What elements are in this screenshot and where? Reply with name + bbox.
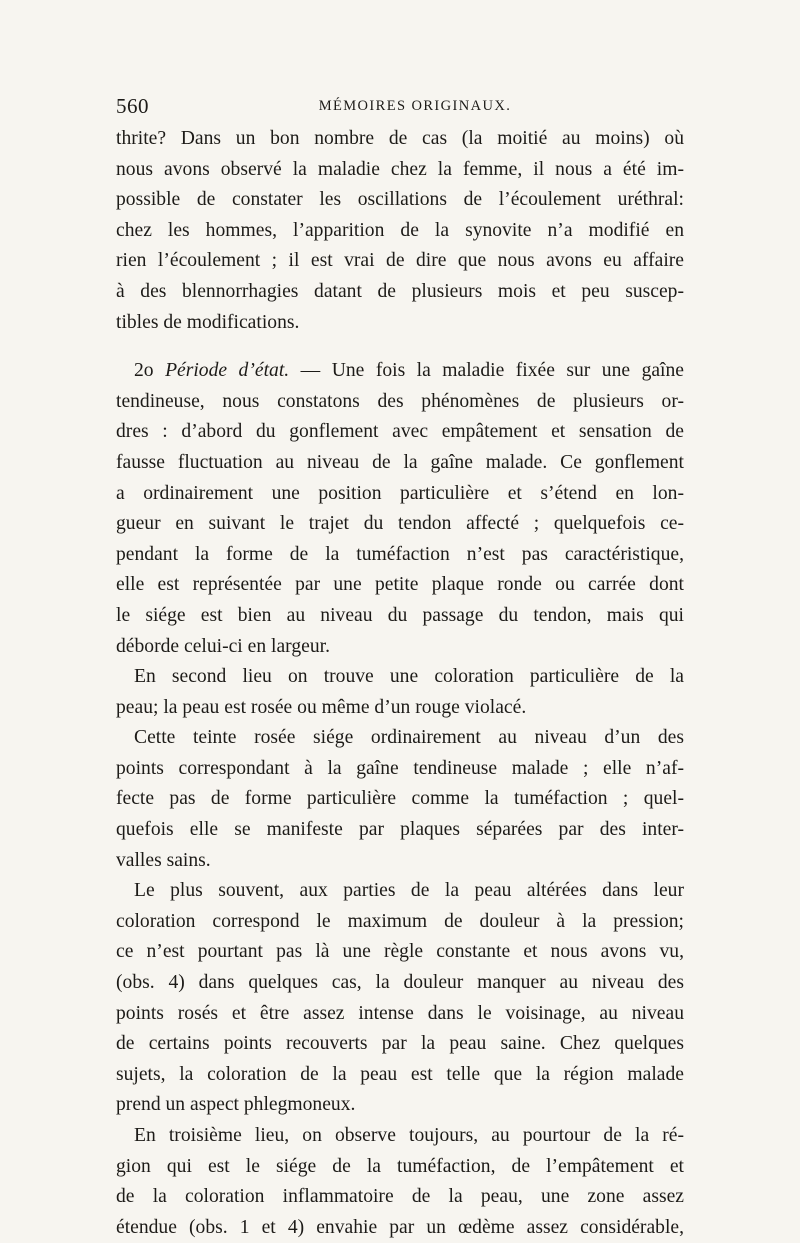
- text-line: points rosés et être assez intense dans le voisinage, au niveau: [116, 1002, 684, 1024]
- text-line: pendant la forme de la tuméfaction n’est pas caractéristique,: [116, 543, 684, 565]
- section-number: 2o: [134, 360, 154, 382]
- text-line: sujets, la coloration de la peau est telle que la région malade: [116, 1063, 684, 1085]
- text-line: fecte pas de forme particulière comme la tuméfaction ; quel-: [116, 788, 684, 810]
- text-line: déborde celui-ci en largeur.: [116, 635, 330, 657]
- text-line: possible de constater les oscillations de l’écoulement uréthral:: [116, 189, 684, 211]
- page-header: [116, 92, 684, 120]
- text-line: à des blennorrhagies datant de plusieurs mois et peu suscep-: [116, 280, 684, 302]
- text-line: peau; la peau est rosée ou même d’un rouge violacé.: [116, 696, 527, 718]
- section-heading-rest: — Une fois la maladie fixée sur une gaîne: [289, 360, 684, 382]
- text-line: coloration correspond le maximum de douleur à la pression;: [116, 910, 684, 932]
- text-line: (obs. 4) dans quelques cas, la douleur manquer au niveau des: [116, 972, 684, 994]
- text-line: elle est représentée par une petite plaque ronde ou carrée dont: [116, 574, 684, 596]
- running-head: MÉMOIRES ORIGINAUX.: [318, 98, 512, 114]
- text-line: thrite? Dans un bon nombre de cas (la moitié au moins) où: [116, 128, 684, 149]
- text-line: nous avons observé la maladie chez la femme, il nous a été im-: [116, 158, 684, 180]
- text-line: rien l’écoulement ; il est vrai de dire que nous avons eu affaire: [116, 250, 684, 272]
- text-line: le siége est bien au niveau du passage du tendon, mais qui: [116, 604, 684, 626]
- text-line: fausse fluctuation au niveau de la gaîne malade. Ce gonflement: [116, 451, 684, 473]
- text-line: tibles de modifications.: [116, 311, 300, 333]
- text-line: valles sains.: [116, 849, 211, 871]
- text-line: gueur en suivant le trajet du tendon affecté ; quelquefois ce-: [116, 513, 684, 535]
- text-line: a ordinairement une position particulière et s’étend en lon-: [116, 482, 684, 504]
- text-line: Le plus souvent, aux parties de la peau altérées dans leur: [134, 880, 684, 902]
- text-line: Cette teinte rosée siége ordinairement au niveau d’un des: [134, 727, 684, 749]
- section-heading-line: [116, 356, 684, 387]
- text-line: dres : d’abord du gonflement avec empâtement et sensation de: [116, 421, 684, 443]
- text-line: prend un aspect phlegmoneux.: [116, 1094, 356, 1116]
- section-title: Période d’état.: [165, 360, 290, 382]
- text-line: tendineuse, nous constatons des phénomènes de plusieurs or-: [116, 390, 684, 412]
- text-line: de la coloration inflammatoire de la peau, une zone assez: [116, 1186, 684, 1208]
- text-line: En troisième lieu, on observe toujours, au pourtour de la ré-: [134, 1125, 684, 1146]
- body-text: [116, 124, 684, 1243]
- text-line: points correspondant à la gaîne tendineuse malade ; elle n’af-: [116, 757, 684, 779]
- text-line: En second lieu on trouve une coloration particulière de la: [134, 666, 684, 688]
- text-line: étendue (obs. 1 et 4) envahie par un œdème assez considérable,: [116, 1216, 684, 1238]
- page-number: 560: [116, 94, 149, 118]
- text-line: de certains points recouverts par la peau saine. Chez quelques: [116, 1033, 684, 1055]
- text-line: chez les hommes, l’apparition de la synovite n’a modifié en: [116, 219, 684, 241]
- text-line: gion qui est le siége de la tuméfaction, de l’empâtement et: [116, 1155, 684, 1177]
- text-line: quefois elle se manifeste par plaques séparées par des inter-: [116, 819, 684, 841]
- text-line: ce n’est pourtant pas là une règle constante et nous avons vu,: [116, 941, 684, 963]
